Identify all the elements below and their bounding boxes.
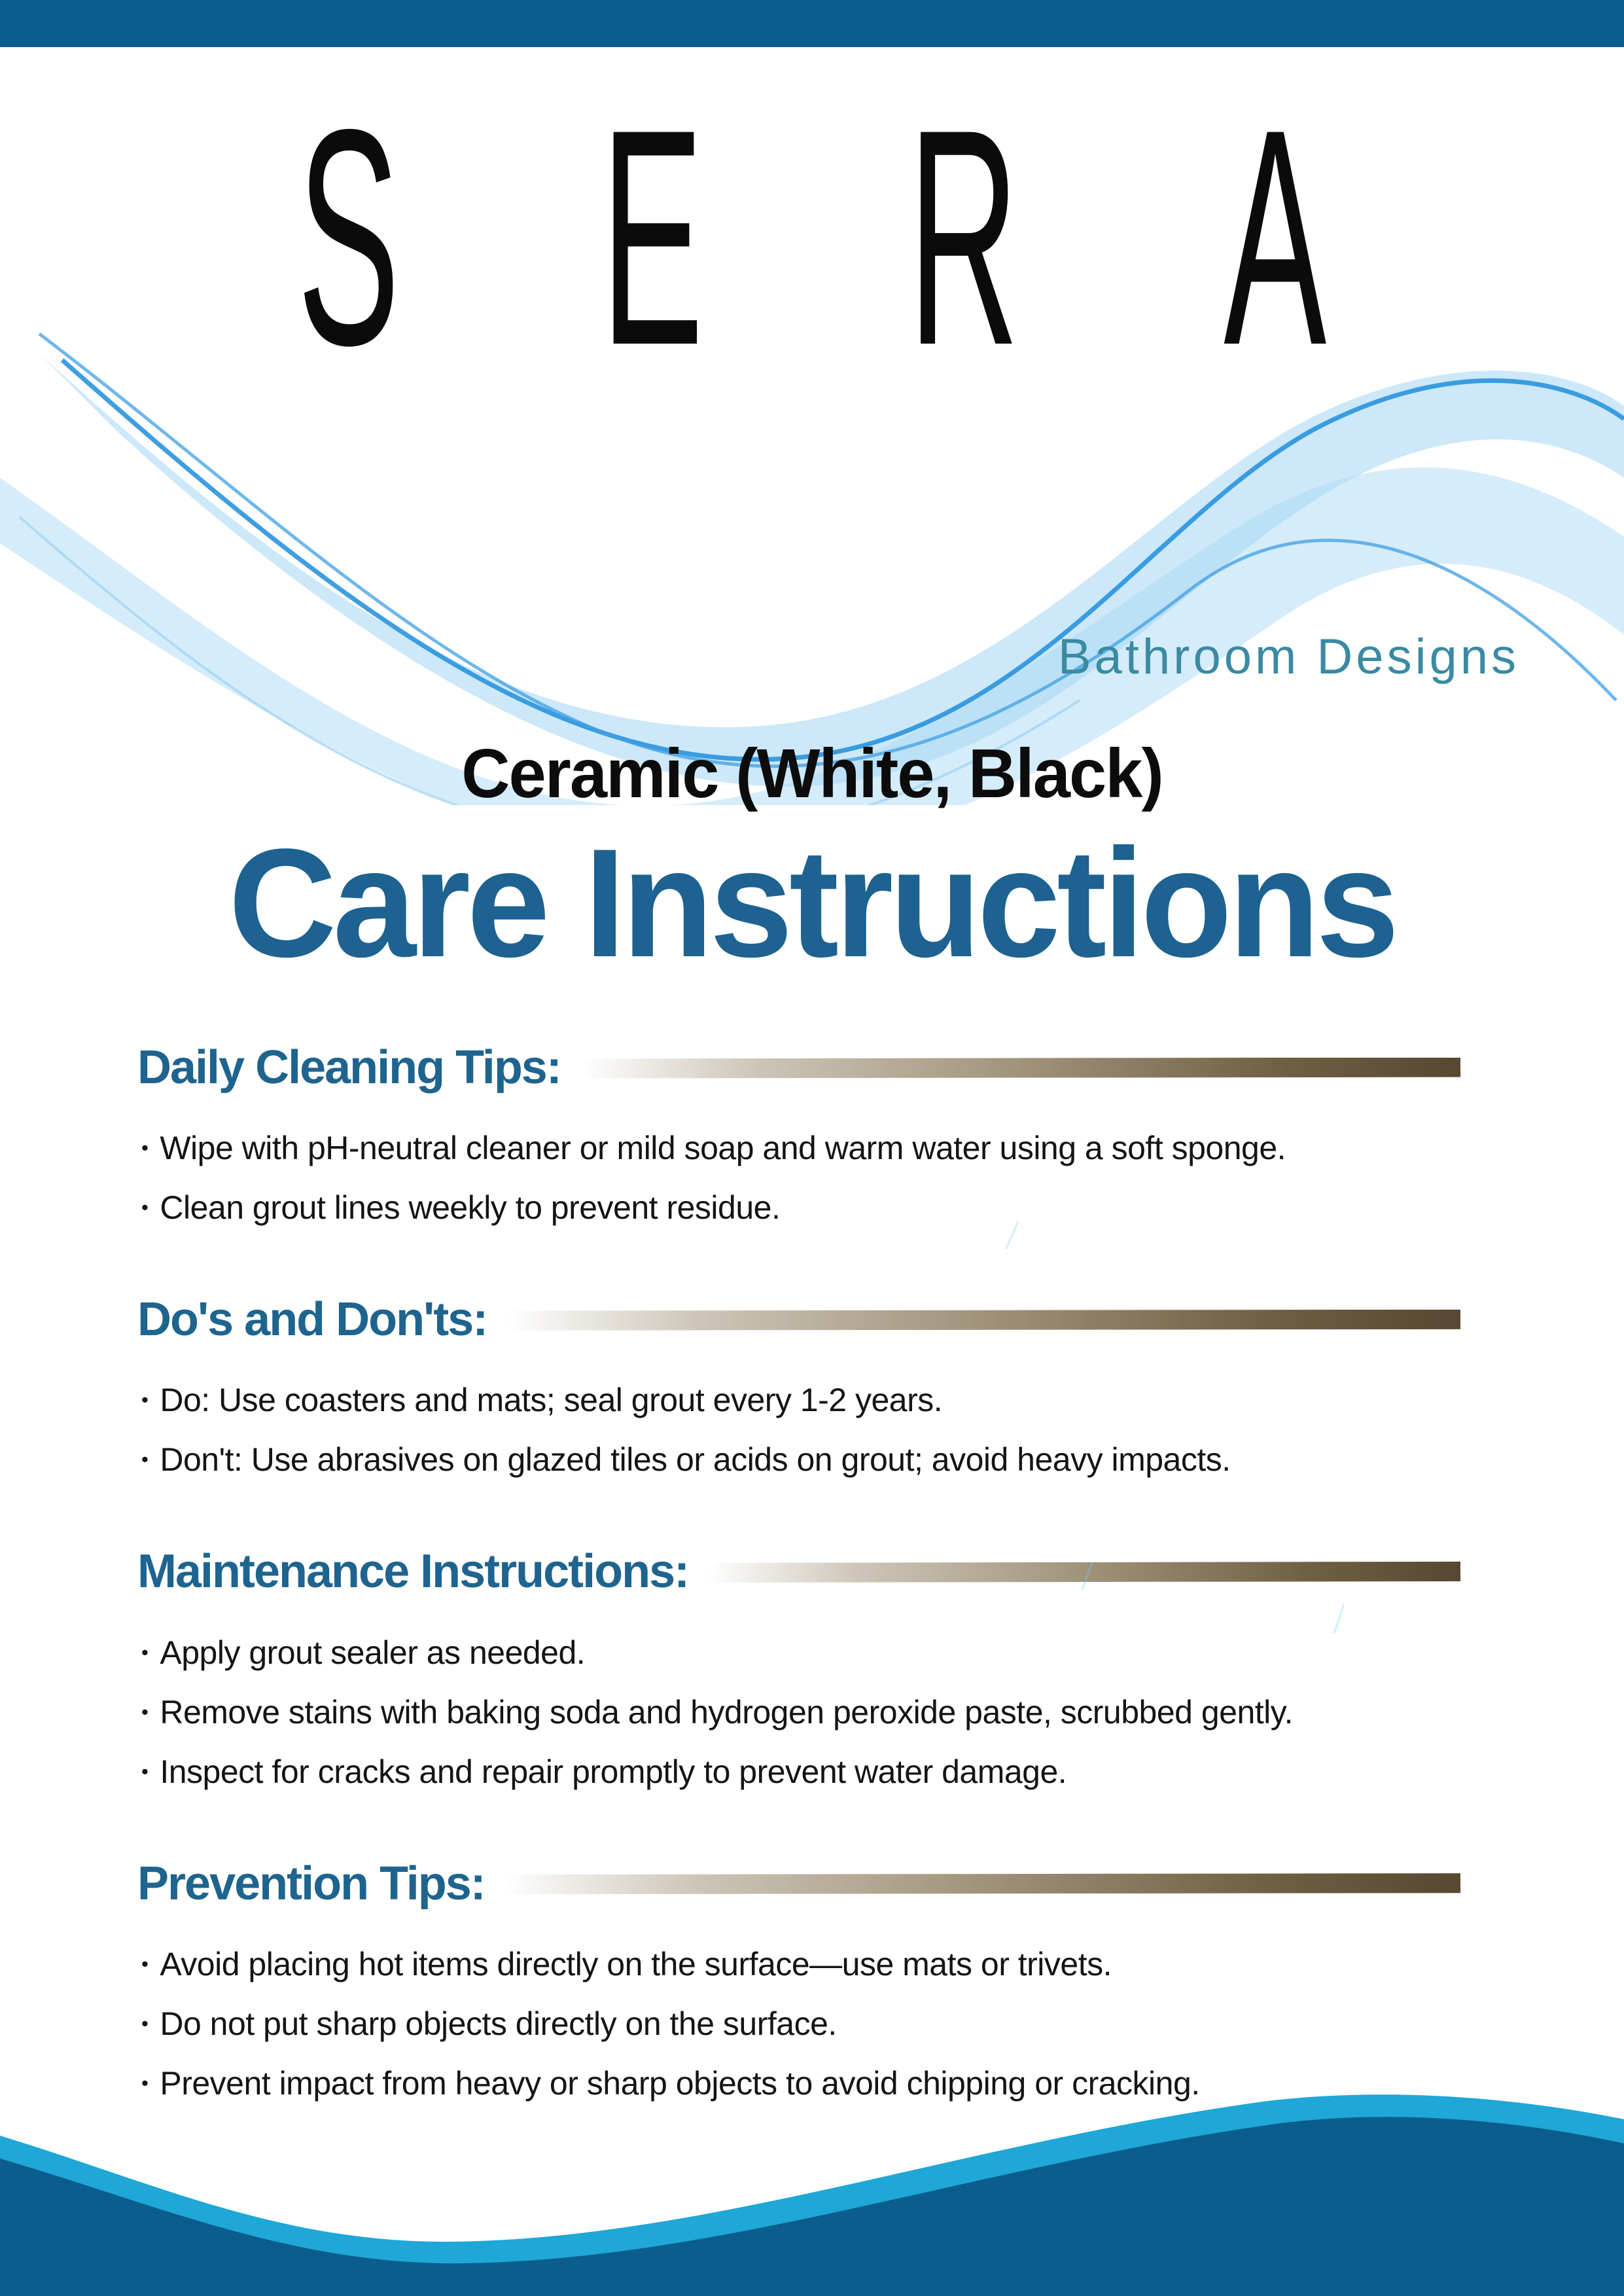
bullet-dot: • — [141, 1700, 149, 1723]
bullet-dot: • — [141, 1448, 149, 1471]
list-item — [137, 1692, 1487, 1733]
bullet-dot: • — [141, 2011, 149, 2035]
logo-letter: S — [297, 65, 400, 409]
bullet-list — [137, 1128, 1487, 1229]
bullet-dot: • — [141, 2071, 149, 2094]
bullet-list — [137, 1380, 1487, 1480]
bullet-text: Don't: Use abrasives on glazed tiles or acids on grout; avoid heavy impacts. — [160, 1441, 1231, 1479]
bullet-text: Inspect for cracks and repair promptly to prevent water damage. — [160, 1753, 1067, 1790]
brand-tagline: Bathroom Designs — [1057, 629, 1519, 685]
bullet-dot: • — [141, 1952, 149, 1975]
bullet-text: Remove stains with baking soda and hydrogen peroxide paste, scrubbed gently. — [160, 1693, 1293, 1731]
section-heading: Prevention Tips: — [137, 1857, 485, 1910]
bullet-dot: • — [141, 1640, 149, 1664]
section-heading: Maintenance Instructions: — [137, 1545, 689, 1598]
bullet-text: Clean grout lines weekly to prevent residue. — [160, 1189, 781, 1227]
section-heading-row — [137, 1546, 1460, 1598]
bullet-dot: • — [141, 1196, 149, 1219]
section-maintenance-instructions — [137, 1546, 1487, 1792]
logo-letter: A — [1224, 65, 1327, 409]
footer-wave-graphic — [0, 2070, 1624, 2296]
list-item — [137, 1187, 1487, 1229]
bullet-text: Avoid placing hot items directly on the surface—use mats or trivets. — [160, 1945, 1112, 1982]
section-daily-cleaning-tips — [137, 1042, 1487, 1229]
bullet-dot: • — [141, 1759, 149, 1783]
logo-letter: E — [600, 65, 703, 409]
list-item — [137, 2003, 1487, 2045]
logo-letter: R — [908, 65, 1019, 409]
list-item — [137, 1751, 1487, 1793]
gradient-rule — [580, 1058, 1460, 1079]
section-dos-and-donts — [137, 1294, 1487, 1480]
section-heading: Do's and Don'ts: — [137, 1293, 487, 1346]
gradient-rule — [504, 1873, 1460, 1894]
top-header-bar — [0, 0, 1624, 47]
list-item — [137, 1380, 1487, 1421]
bullet-dot: • — [141, 1388, 149, 1412]
list-item — [137, 1439, 1487, 1480]
bullet-text: Do not put sharp objects directly on the surface. — [160, 2005, 837, 2042]
section-heading-row — [137, 1294, 1460, 1346]
product-subtitle: Ceramic (White, Black) — [461, 735, 1163, 812]
bullet-text: Wipe with pH-neutral cleaner or mild soap and warm water using a soft sponge. — [160, 1130, 1286, 1167]
bullet-text: Apply grout sealer as needed. — [160, 1634, 586, 1671]
bullet-dot: • — [141, 1136, 149, 1160]
list-item — [137, 1944, 1487, 1985]
section-prevention-tips — [137, 1858, 1487, 2104]
section-heading-row — [137, 1858, 1460, 1910]
page-title: Care Instructions — [228, 817, 1396, 990]
list-item — [137, 1128, 1487, 1169]
bullet-text: Do: Use coasters and mats; seal grout every 1-2 years. — [160, 1382, 943, 1419]
decorative-wave-graphic — [0, 308, 1624, 805]
bullet-list — [137, 1632, 1487, 1793]
section-heading: Daily Cleaning Tips: — [137, 1041, 561, 1094]
section-heading-row — [137, 1042, 1460, 1094]
list-item — [137, 1632, 1487, 1674]
bullet-text: Prevent impact from heavy or sharp objects to avoid chipping or cracking. — [160, 2064, 1200, 2102]
instruction-sections — [137, 1042, 1487, 2170]
gradient-rule — [506, 1310, 1460, 1331]
